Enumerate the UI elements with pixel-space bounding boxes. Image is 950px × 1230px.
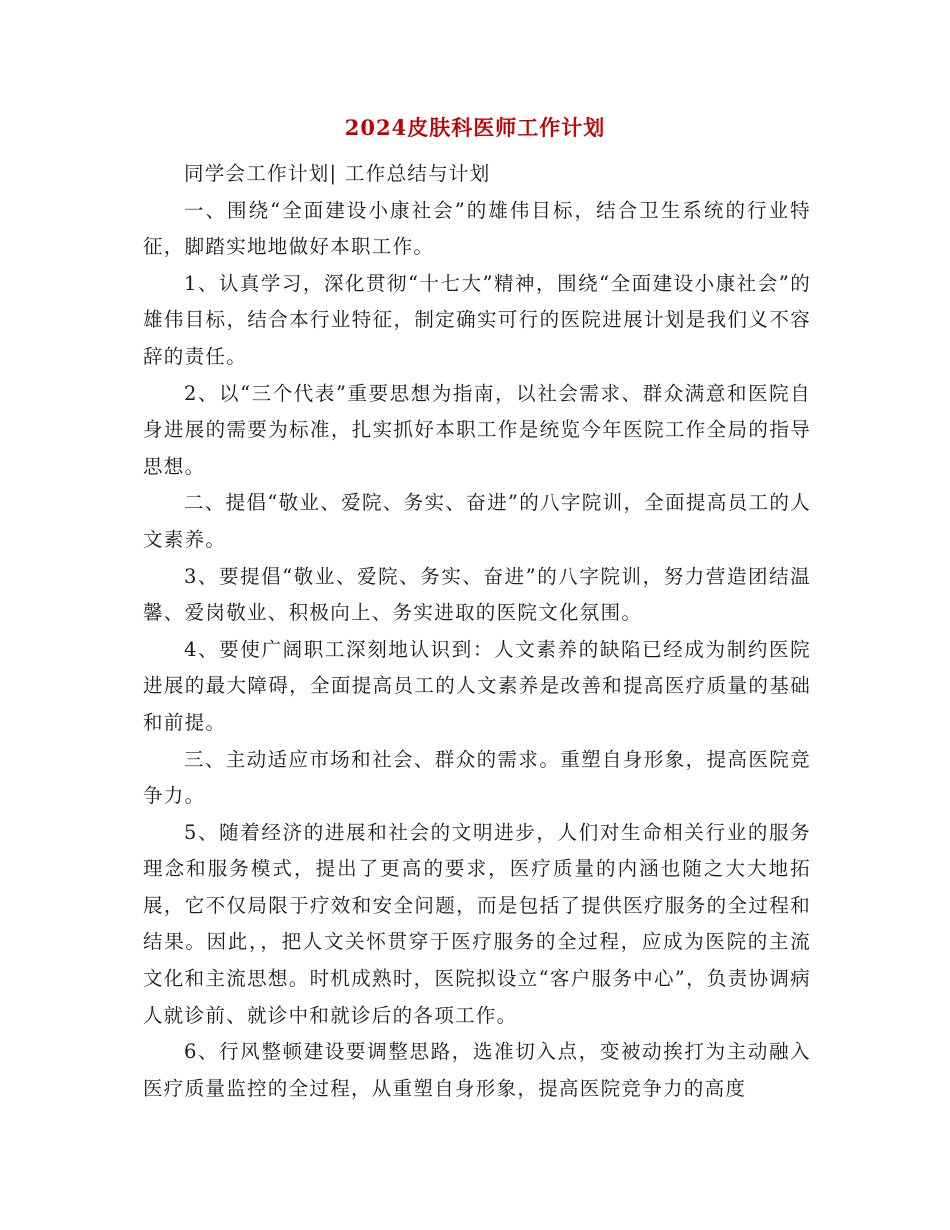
paragraph: 5、随着经济的进展和社会的文明进步，人们对生命相关行业的服务理念和服务模式，提出了更高的要求，医疗质量的内涵也随之大大地拓展，它不仅局限于疗效和安全问题，而是包括了提供医疗服务的全过程和结果。因此，，把人文关怀贯穿于医疗服务的全过程，应成为医院的主流文化和主流思想。时机成熟时，医院拟设立“客户服务中心”，负责协调病人就诊前、就诊中和就诊后的各项工作。 xyxy=(143,820,811,1027)
document-body xyxy=(143,156,811,1107)
paragraph: 二、提倡“敬业、爱院、务实、奋进”的八字院训，全面提高员工的人文素养。 xyxy=(143,491,811,551)
paragraph: 4、要使广阔职工深刻地认识到：人文素养的缺陷已经成为制约医院进展的最大障碍，全面提高员工的人文素养是改善和提高医疗质量的基础和前提。 xyxy=(143,637,811,734)
paragraph: 同学会工作计划| 工作总结与计划 xyxy=(183,162,491,185)
paragraph: 1、认真学习，深化贯彻“十七大”精神，围绕“全面建设小康社会”的雄伟目标，结合本行业特征，制定确实可行的医院进展计划是我们义不容辞的责任。 xyxy=(143,271,811,368)
paragraph: 三、主动适应市场和社会、群众的需求。重塑自身形象，提高医院竞争力。 xyxy=(143,747,811,808)
paragraph: 3、要提倡“敬业、爱院、务实、奋进”的八字院训，努力营造团结温馨、爱岗敬业、积极向上、务实进取的医院文化氛围。 xyxy=(143,564,811,625)
paragraph: 6、行风整顿建设要调整思路，选准切入点，变被动挨打为主动融入医疗质量监控的全过程，从重塑自身形象，提高医院竞争力的高度 xyxy=(143,1040,811,1100)
paragraph: 2、以“三个代表”重要思想为指南，以社会需求、群众满意和医院自身进展的需要为标准，扎实抓好本职工作是统览今年医院工作全局的指导思想。 xyxy=(143,381,811,478)
paragraph: 一、围绕“全面建设小康社会”的雄伟目标，结合卫生系统的行业特征，脚踏实地地做好本职工作。 xyxy=(143,198,811,259)
document-title: 2024皮肤科医师工作计划 xyxy=(344,115,606,140)
